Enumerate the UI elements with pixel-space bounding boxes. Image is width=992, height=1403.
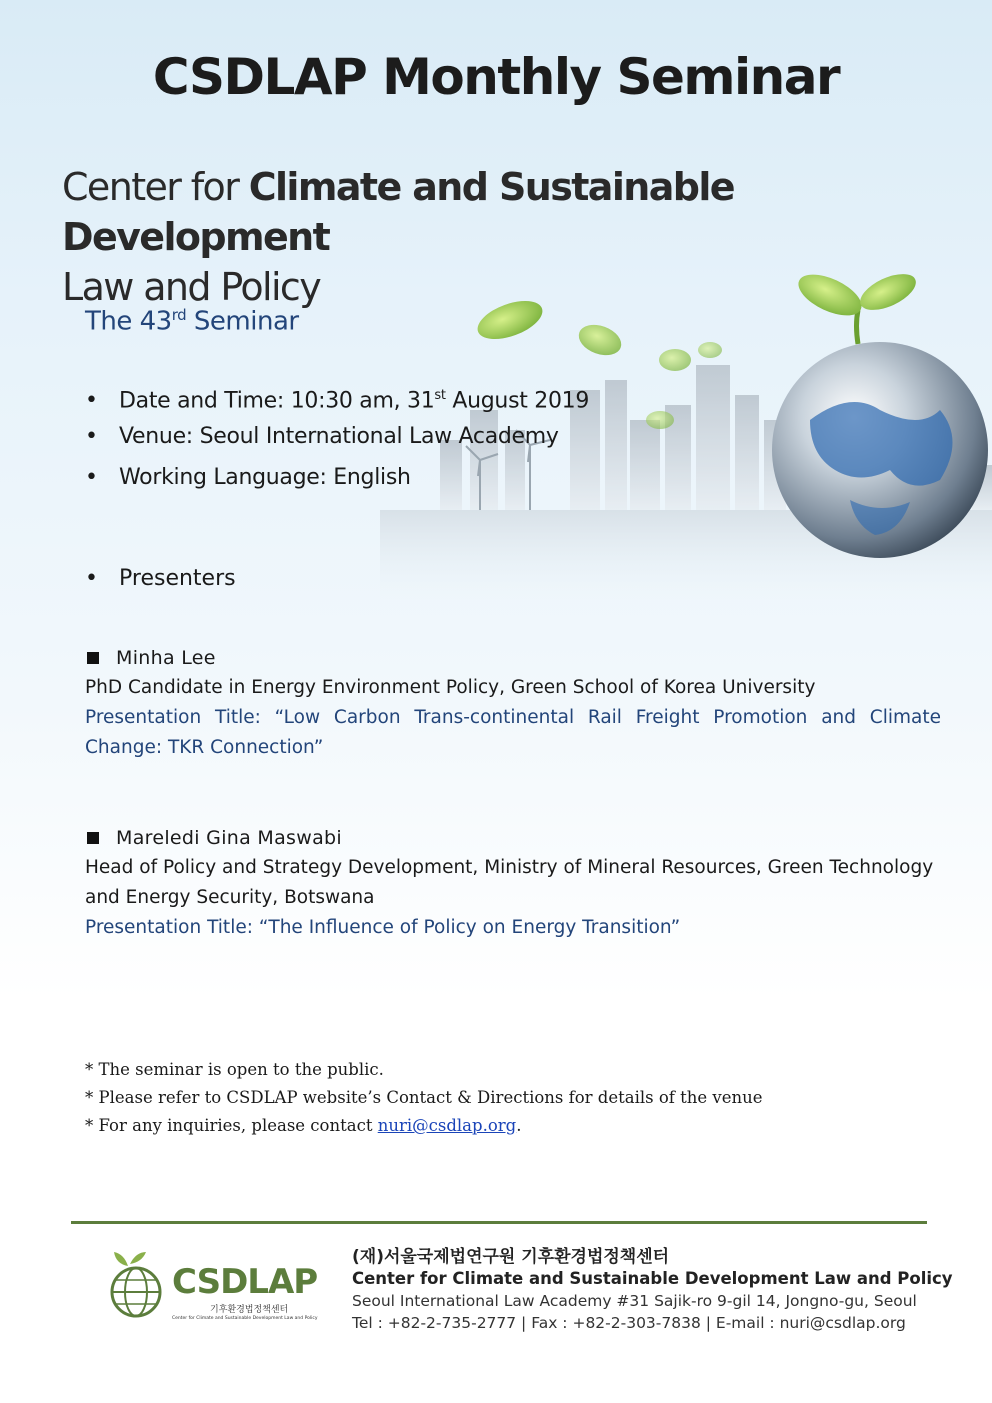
contact-email-link[interactable]: nuri@csdlap.org (377, 1116, 517, 1135)
date-time-item (85, 378, 589, 419)
presenter-block (85, 643, 941, 763)
presenter-name: Mareledi Gina Maswabi (116, 827, 342, 849)
event-info-list (85, 378, 589, 501)
footer-divider (71, 1221, 927, 1224)
note-text: . (516, 1116, 522, 1135)
date-sup: st (434, 388, 446, 403)
footer-address: Seoul International Law Academy #31 Sajik-ro 9-gil 14, Jongno-gu, Seoul (352, 1292, 917, 1310)
center-name-line2: Law and Policy (62, 265, 321, 309)
square-bullet-icon (87, 652, 99, 664)
date-month-text: August 2019 (445, 388, 590, 414)
footer-contact-line: Tel : +82-2-735-2777 | Fax : +82-2-303-7838 | E-mail : nuri@csdlap.org (352, 1314, 906, 1332)
language-item (85, 460, 589, 501)
page-title: CSDLAP Monthly Seminar (152, 48, 840, 106)
note-line: * The seminar is open to the public. (85, 1060, 384, 1079)
venue-text: Venue: Seoul International Law Academy (119, 424, 559, 449)
footer-contact-block (352, 1246, 953, 1334)
presenter-name: Minha Lee (116, 647, 216, 669)
seminar-label: Seminar (186, 306, 299, 337)
csdlap-logo (106, 1246, 326, 1330)
language-text: Working Language: English (119, 465, 411, 490)
logo-subtitle: Center for Climate and Sustainable Development Law and Policy (172, 1316, 318, 1321)
center-name-prefix: Center for (62, 165, 249, 209)
note-text: * For any inquiries, please contact (85, 1116, 378, 1135)
seminar-number-text: The 43 (85, 306, 172, 337)
center-name (62, 162, 992, 312)
seminar-number-sup: rd (171, 306, 187, 324)
center-name-bold: Climate and Sustainable Development (62, 165, 734, 259)
logo-korean: 기후환경법정책센터 (210, 1305, 289, 1315)
presenters-label: Presenters (119, 566, 236, 591)
venue-item (85, 419, 589, 460)
bullet-icon: • (85, 465, 98, 490)
presenter-name-row (85, 643, 941, 673)
presenter-affiliation: PhD Candidate in Energy Environment Policy, Green School of Korea University (85, 677, 816, 698)
date-text: Date and Time: 10:30 am, 31 (119, 388, 435, 414)
logo-text: CSDLAP (172, 1262, 318, 1302)
presenter-block (85, 823, 941, 943)
note-line (85, 1112, 763, 1140)
seminar-number (85, 306, 299, 337)
notes-block (85, 1056, 763, 1140)
presentation-title: Presentation Title: “The Influence of Policy on Energy Transition” (85, 917, 681, 938)
presenter-name-row (85, 823, 941, 853)
square-bullet-icon (87, 832, 99, 844)
presenter-affiliation: Head of Policy and Strategy Development, Ministry of Mineral Resources, Green Technology and Energy Security, Botswana (85, 857, 934, 908)
note-line: * Please refer to CSDLAP website’s Contact & Directions for details of the venue (85, 1088, 763, 1107)
presenters-heading (85, 566, 236, 591)
bullet-icon: • (85, 566, 98, 591)
presentation-title: Presentation Title: “Low Carbon Trans-continental Rail Freight Promotion and Climate Change: TKR Connection” (85, 707, 941, 758)
footer-english-name: Center for Climate and Sustainable Development Law and Policy (352, 1269, 953, 1288)
bullet-icon: • (85, 388, 98, 414)
bullet-icon: • (85, 424, 98, 449)
footer-korean-name: (재)서울국제법연구원 기후환경법정책센터 (352, 1247, 670, 1267)
